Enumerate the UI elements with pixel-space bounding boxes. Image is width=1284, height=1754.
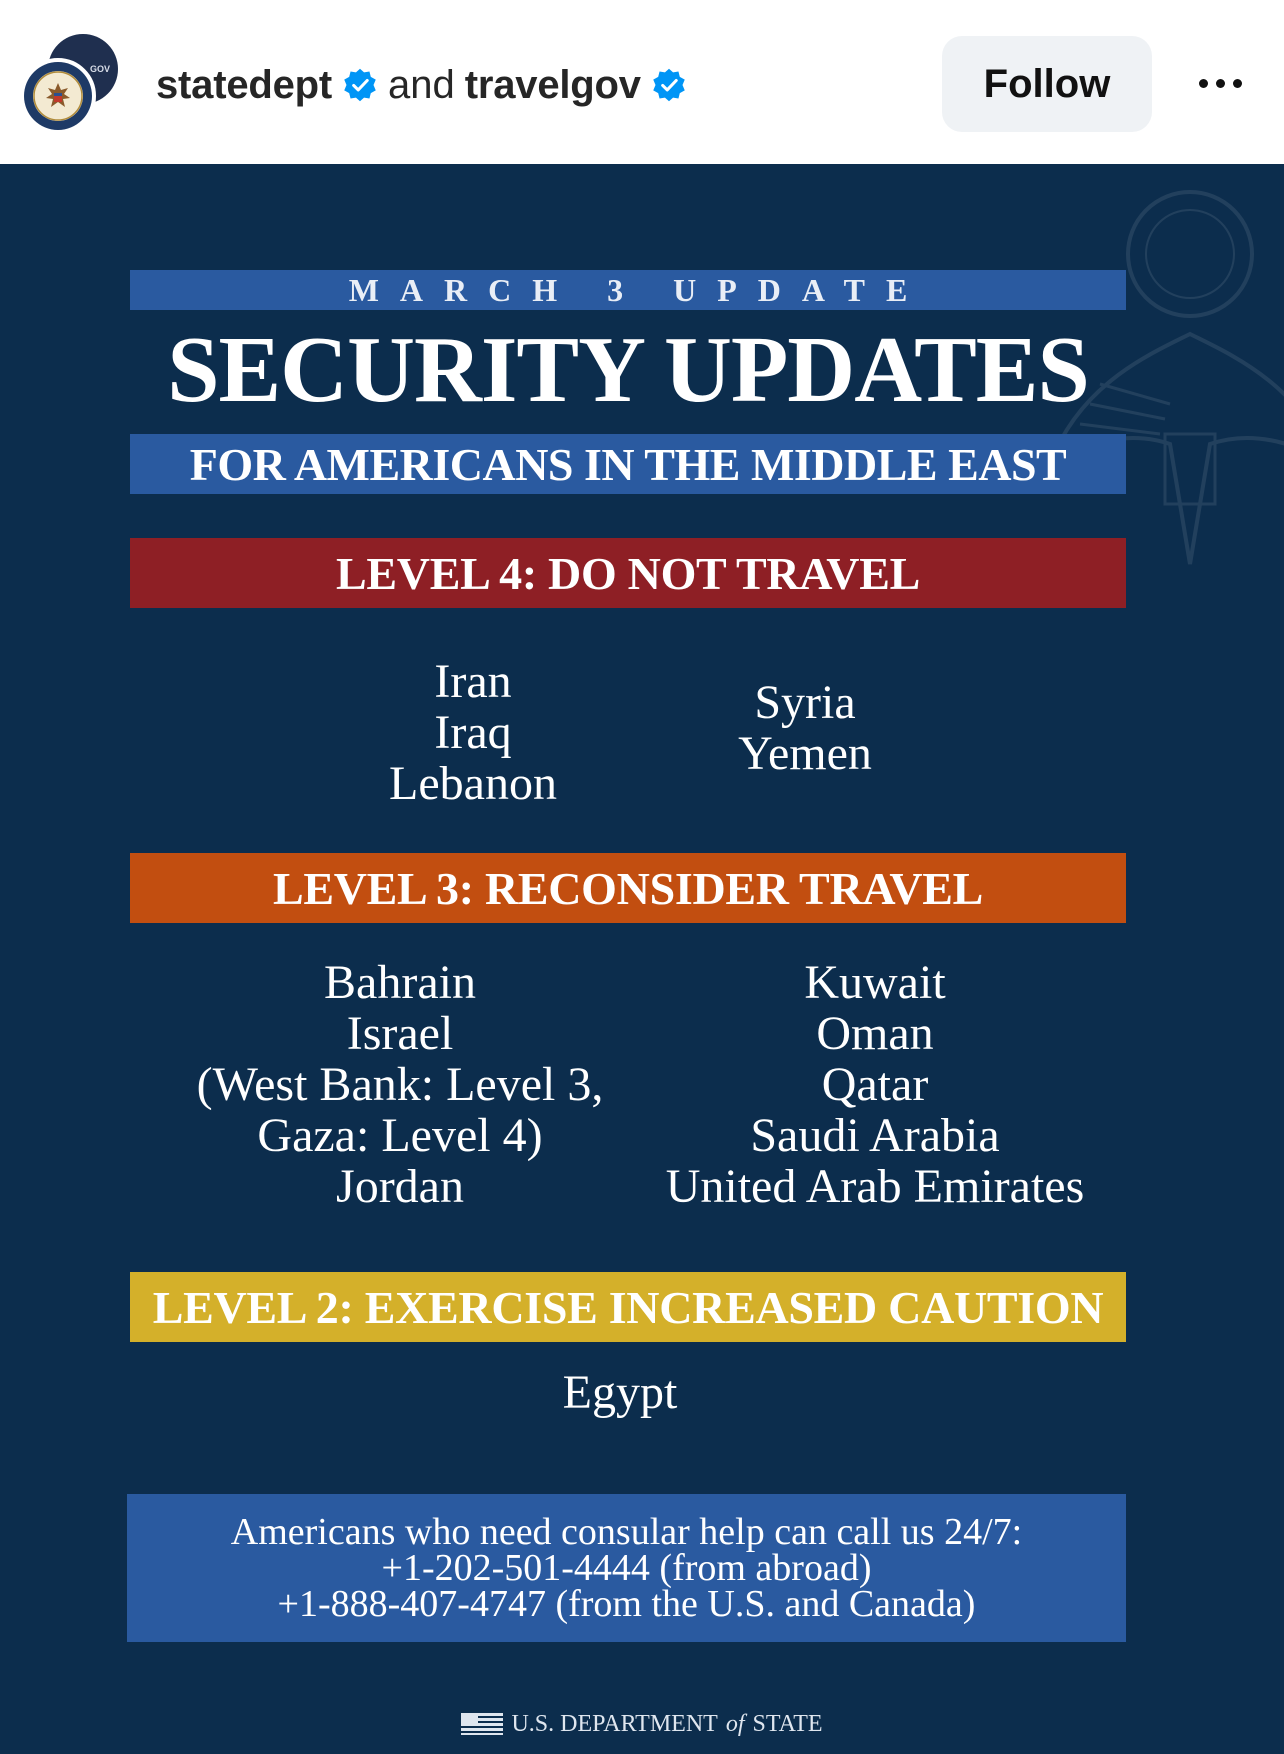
account-name-travelgov[interactable]: travelgov [464, 62, 641, 107]
consular-contact-box [127, 1494, 1126, 1642]
country-item: Egypt [562, 1366, 678, 1419]
level4-countries-right [680, 677, 930, 779]
country-item: Syria [754, 676, 856, 729]
us-flag-icon [461, 1713, 503, 1735]
country-item: Gaza: Level 4) [257, 1109, 543, 1162]
contact-line: Americans who need consular help can call us 24/7: [230, 1511, 1023, 1553]
avatar-text: GOV [89, 64, 110, 74]
country-item: Kuwait [804, 956, 946, 1009]
footer-text-of: of [725, 1710, 745, 1737]
country-item: Bahrain [324, 956, 476, 1009]
post-header [0, 0, 1284, 164]
follow-button[interactable]: Follow [942, 36, 1152, 132]
contact-phone-us-canada: +1-888-407-4747 (from the U.S. and Canada) [277, 1583, 976, 1625]
country-item: Israel [346, 1007, 454, 1060]
dept-footer [0, 1706, 1284, 1742]
post-accounts [156, 58, 687, 112]
contact-phone-abroad: +1-202-501-4444 (from abroad) [381, 1547, 872, 1589]
post-image[interactable] [0, 164, 1284, 1754]
level3-banner: LEVEL 3: RECONSIDER TRAVEL [130, 853, 1126, 923]
statedept-avatar[interactable] [20, 58, 96, 134]
level3-countries-right [620, 957, 1130, 1212]
country-item: Oman [816, 1007, 934, 1060]
date-banner: MARCH 3 UPDATE [130, 270, 1126, 310]
country-item: Iraq [434, 706, 512, 759]
account-name-statedept[interactable]: statedept [156, 62, 333, 107]
country-item: Iran [434, 655, 512, 708]
country-item: (West Bank: Level 3, [196, 1058, 604, 1111]
level2-countries [420, 1367, 820, 1418]
level2-banner: LEVEL 2: EXERCISE INCREASED CAUTION [130, 1272, 1126, 1342]
dept-seal-icon [23, 61, 93, 131]
subtitle-banner: FOR AMERICANS IN THE MIDDLE EAST [130, 434, 1126, 494]
country-item: Yemen [738, 727, 872, 780]
level3-countries-left [150, 957, 650, 1212]
level4-countries-left [318, 656, 628, 809]
country-item: United Arab Emirates [665, 1160, 1085, 1213]
more-dot [1233, 79, 1242, 88]
country-item: Saudi Arabia [750, 1109, 1000, 1162]
conjunction-text: and [388, 62, 455, 107]
page-title: SECURITY UPDATES [167, 318, 1089, 422]
verified-badge-icon [651, 67, 687, 103]
more-dot [1216, 79, 1225, 88]
more-options-icon[interactable] [1190, 60, 1250, 106]
collab-avatars[interactable] [20, 34, 120, 134]
level4-banner: LEVEL 4: DO NOT TRAVEL [130, 538, 1126, 608]
country-item: Lebanon [389, 757, 557, 810]
more-dot [1199, 79, 1208, 88]
country-item: Qatar [821, 1058, 929, 1111]
verified-badge-icon [342, 67, 378, 103]
footer-text-pre: U.S. DEPARTMENT [511, 1710, 718, 1737]
country-item: Jordan [336, 1160, 464, 1213]
footer-text-post: STATE [752, 1710, 823, 1737]
